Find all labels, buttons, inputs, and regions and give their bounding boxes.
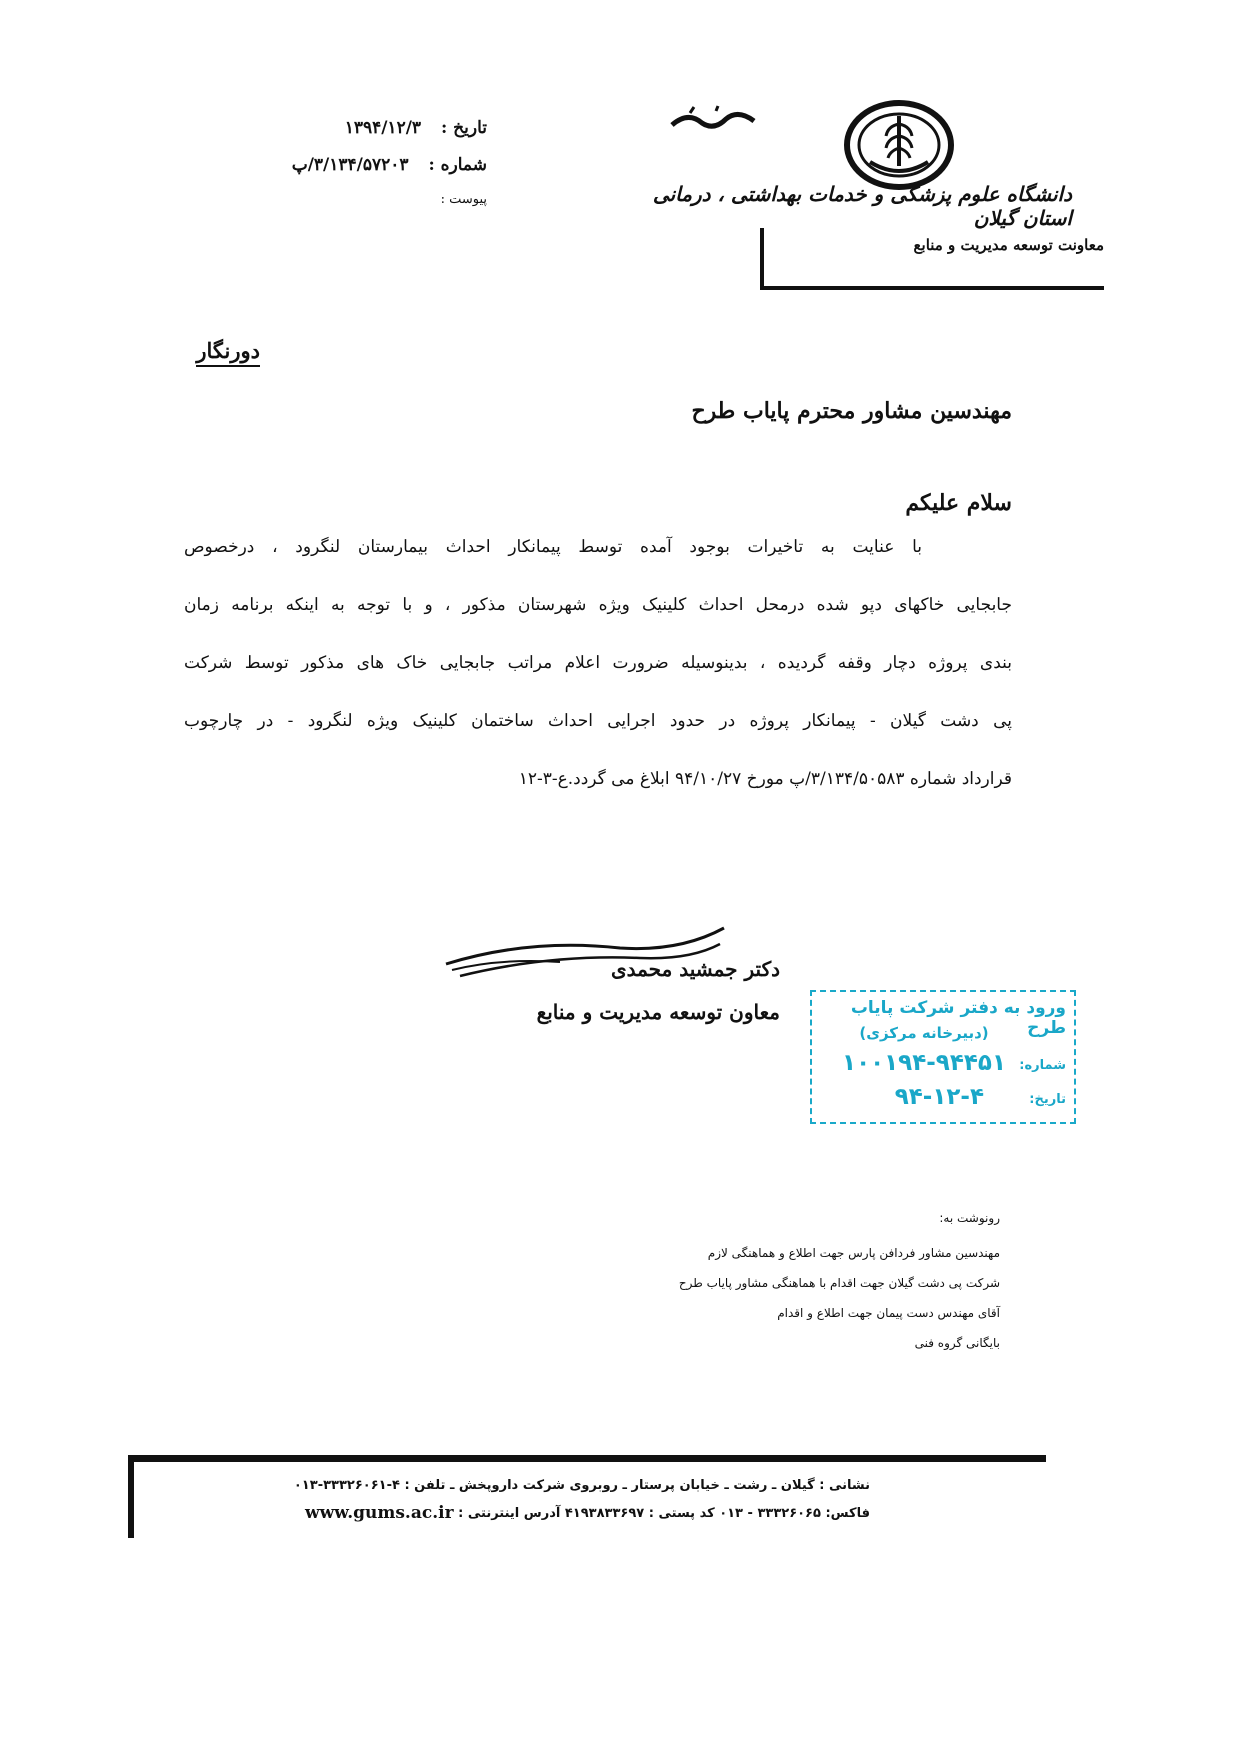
- bismillah-icon: [668, 105, 758, 135]
- paragraph-line: جابجایی خاکهای دپو شده درمحل احداث کلینیک ویژه شهرستان مذکور ، و با توجه به اینکه برنامه زمان: [184, 595, 1012, 615]
- stamp-number-value: ۱۰۰۱۹۴-۹۴۴۵۱: [842, 1050, 1006, 1076]
- letter-date: [227, 118, 487, 138]
- cc-item: شرکت پی دشت گیلان جهت اقدام با هماهنگی مشاور پایاب طرح: [678, 1276, 1000, 1290]
- footer-fax-postal: فاکس: ۳۳۳۲۶۰۶۵ - ۰۱۳ کد پستی : ۴۱۹۳۸۳۳۶۹۷ آدرس اینترنتی :: [458, 1506, 870, 1521]
- paragraph-line: پی دشت گیلان - پیمانکار پروژه در حدود اجرایی احداث ساختمان کلینیک ویژه لنگرود - در چارچوب: [184, 711, 1012, 731]
- stamp-number-label: شماره:: [1019, 1058, 1066, 1073]
- stamp-subtitle: (دبیرخانه مرکزی): [859, 1024, 989, 1042]
- fax-label: دورنگار: [196, 338, 260, 367]
- paragraph-line: با عنایت به تاخیرات بوجود آمده توسط پیمانکار احداث بیمارستان لنگرود ، درخصوص: [184, 537, 922, 557]
- footer-website[interactable]: www.gums.ac.ir: [305, 1503, 454, 1523]
- signatory-name: دکتر جمشید محمدی: [610, 957, 780, 981]
- university-name: دانشگاه علوم پزشکی و خدمات بهداشتی ، درمانی استان گیلان: [652, 182, 1072, 230]
- department-name: معاونت توسعه مدیریت و منابع: [913, 236, 1104, 254]
- date-label: تاریخ :: [440, 118, 487, 138]
- cc-heading: رونوشت به:: [939, 1211, 1000, 1225]
- receipt-stamp: [810, 990, 1076, 1124]
- stamp-date-label: تاریخ:: [1029, 1092, 1066, 1107]
- signatory-title: معاون توسعه مدیریت و منابع: [536, 1000, 780, 1024]
- number-label: شماره :: [428, 155, 487, 175]
- paragraph-line: قرارداد شماره ۳/۱۳۴/۵۰۵۸۳/پ مورخ ۹۴/۱۰/۲۷ ابلاغ می گردد.ع-۳-۱۲: [518, 769, 1012, 789]
- footer-address: نشانی : گیلان ـ رشت ـ خیابان پرستار ـ روبروی شرکت داروپخش ـ تلفن : ۴-۳۳۳۲۶۰۶۱-۰۱۳: [293, 1478, 870, 1493]
- stamp-date-value: ۹۴-۱۲-۴: [894, 1084, 984, 1110]
- wheat-emblem-icon: [838, 96, 960, 194]
- department-frame: [760, 228, 1104, 290]
- cc-item: بایگانی گروه فنی: [914, 1336, 1000, 1350]
- recipient: مهندسین مشاور محترم پایاب طرح: [691, 398, 1012, 424]
- date-value: ۱۳۹۴/۱۲/۳: [344, 118, 422, 138]
- university-logo: [838, 96, 960, 194]
- letter-number: [227, 155, 487, 175]
- cc-item: آقای مهندس دست پیمان جهت اطلاع و اقدام: [777, 1306, 1000, 1320]
- bismillah-calligraphy: [668, 105, 758, 135]
- greeting: سلام علیکم: [905, 490, 1012, 516]
- paragraph-line: بندی پروژه دچار وقفه گردیده ، بدینوسیله ضرورت اعلام مراتب جابجایی خاک های مذکور توسط شرکت: [184, 653, 1012, 673]
- footer-frame: [128, 1455, 1046, 1538]
- cc-item: مهندسین مشاور فردافن پارس جهت اطلاع و هماهنگی لازم: [707, 1246, 1000, 1260]
- attachment-label: پیوست :: [440, 192, 487, 207]
- number-value: ۳/۱۳۴/۵۷۲۰۳/پ: [291, 155, 409, 175]
- stamp-title: ورود به دفتر شرکت پایاب طرح: [850, 998, 1066, 1038]
